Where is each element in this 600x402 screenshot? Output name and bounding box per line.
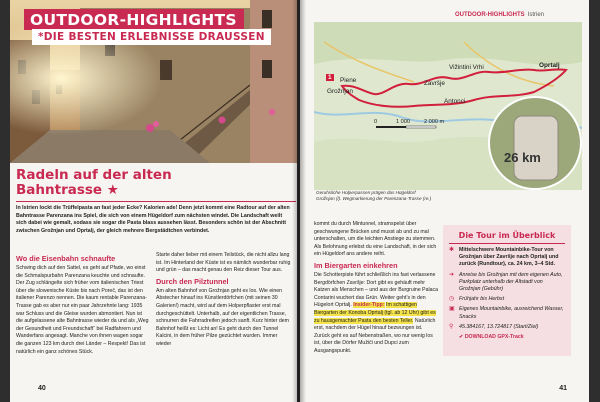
tour-equipment-info: ▣ Eigenes Mountainbike, ausreichend Wasser, Snacks [449,306,564,320]
map-label-oprtalj: Oprtalj [539,62,560,69]
village-photo [10,0,297,163]
tour-season-info: ◷ Frühjahr bis Herbst [449,296,505,303]
article-title [16,168,186,198]
book-gutter [292,0,306,402]
route-map [314,22,582,190]
section-heading-pilztunnel: Durch den Pilztunnel [156,276,229,286]
section-text-eisenbahn: Schwing dich auf den Sattel, es geht auf Pfade, wo einst die Schmalspurbahn Parenzana keuchte und schnaufte. Der Zug schlängelte sich früher vom italienischen Triest über die slowenische Küste bis nach Poreč, das ist den italiener Parenzo nennen. Die kaum rentable Parenzana-Trasse gab es aber nur ein paar Jahrzehnte lang: 1935 war Schluss und die Gleise wurden abmontiert. Nun ist die aufgelassene alte Bahntrasse wieder da und als „Weg der Gesundheit und Freundschaft“ bei Radfahrern und Wanderfans angesagt. Manche von ihnen wagen sogar die ganzen 123 km durch drei Länder – Respekt! Das ist natürlich ein ganz schönes Stück. [16,265,149,355]
map-label-antonci: Antonci [444,98,466,105]
tour-main-info: ✱ Mittelschwere Mountainbike-Tour von Grožnjan über Završje nach Oprtalj und zurück (Rundtour), ca. 24 km, 3–4 Std. [449,247,559,268]
tour-gps-info: ⚲ 45.384167, 13.724817 (Start/Ziel) [449,323,539,330]
tour-box-title: Die Tour im Überblick [449,231,565,244]
right-page-column-1 [314,221,439,356]
section-text-pilztunnel: Am alten Bahnhof von Grožnjan geht es los. Wie einen Abstecher hinauf ins Künstlerdörfchen (mit seinen 30 Galerien!) macht, wird auf dem Holperpflaster erst mal durchgeschüttelt. Unterhalb, auf der eigentlichen Trasse, schnurren die Fahrradreifen jedoch sanft. Kurz hinter dem Bahnhof heißt es: Licht an! Es geht durch den Tunnel Kalcini, in dem früher Pilze gezüchtet wurden. Immer wieder [156,287,289,347]
section-heading-biergarten: Im Biergarten einkehren [314,260,398,270]
article-intro: In Istrien lockt die Trüffelpasta an fast jeder Ecke? Kalorien ade! Denn jetzt kommt eine Radtour auf der alten Bahntrasse Parenzana ins Spiel, die sich von einem Hügeldorf zum nächsten windet. Die Landschaft weilt sich dabei wie gemalt, sodass sie sogar die Pasta blass aussehen lässt. Besonders schön ist der Abschnitt zwischen Grožnjan und Oprtalj, der gleich mehrere Bergstädtchen verbindet. [16,205,290,234]
car-icon: ➜ [449,271,455,278]
page-number-right: 41 [559,385,567,392]
map-label-piene: Piene [340,77,357,84]
column-text-continued: kommt du durch Mintunnel, stramspelst über geschwungene Brücken und musst ab und zu mal unterschalten, um die leichten Anstiege zu stemmen. Als Belohnung erlebst du eine Landschaft, in der sich ein Hügeldorf ans andere reiht. [314,221,437,258]
running-header [455,12,544,18]
tour-overview-box [443,225,571,356]
right-page [300,0,589,402]
scale-2000: 2 000 m [424,119,445,125]
map-label-zavrsje: Završje [424,80,445,87]
location-pin-icon: ⚲ [449,323,454,330]
scale-1000: 1 000 [396,119,410,125]
calendar-icon: ◷ [449,296,455,303]
star-icon: ★ [106,182,119,198]
section-text-biergarten [314,272,439,356]
map-caption: Geruhsliche Holperpassen prägen das Hügeldorf Grožnjan (l). Wegmarkierung der Parenzana-Trasse (re.) [316,190,432,202]
title-divider [16,201,296,202]
milestone-marker: 26 km [504,150,541,165]
insider-tip-label: Insider-Tipp: [353,302,385,309]
page-number-left: 40 [38,385,46,392]
download-icon: ✔ [459,334,464,341]
left-page [10,0,297,402]
scale-zero: 0 [374,119,378,125]
left-page-column-1 [16,252,150,356]
map-label-groznjan: Grožnjan [327,88,353,95]
highlights-title: OUTDOOR-HIGHLIGHTS [24,9,244,30]
running-header-region: Istrien [527,12,545,18]
map-label-vizintini: Vižintini Vrhi [449,64,484,71]
highlights-subtitle: *DIE BESTEN ERLEBNISSE DRAUSSEN [32,29,271,45]
left-page-column-2 [156,252,294,349]
section-text-post: Natürlich erst, nachdem der Hügel hinauf bezwungen ist. Zurück geht es auf Nebenstraßen, wo nur wenig los ist, über die Dörfer Mužiči und Dupci zum Ausgangspunkt. [314,317,436,354]
section-text-pre: Die Schotterpiste führt schließlich ins fast verlassene Bergdörfchen Završje: Dort gibt es gehäuft mehr Katzen als Menschen – und aus der Burgruine Palaca Contarini wuchert das Grün. Weiter geht's in den Hügelort Oprtalj. [314,271,439,309]
bike-icon: ✱ [449,247,455,253]
article-title-text: Radeln auf der alten Bahntrasse [16,167,172,198]
column-text-start: Starte daher lieber mit einem Teilstück, die nicht allzu lang ist. Im Hinterland der Küste ist es nämlich wunderbar ruhig und grün – das macht genau den Reiz dieser Tour aus. [156,252,291,274]
section-heading-eisenbahn: Wo die Eisenbahn schnaufte [16,254,116,263]
running-header-title: OUTDOOR-HIGHLIGHTS [455,12,525,18]
tour-parking-info: ➜ Anreise bis Grožnjan mit dem eigenen Auto, Parkplatz unterhalb der Altstadt von Grožnjan (Gebühr) [449,271,563,293]
download-gpx-link[interactable]: ✔ DOWNLOAD GPX-Track [459,334,524,341]
start-badge: 1 [328,74,332,81]
backpack-icon: ▣ [449,306,455,313]
insider-tip-text: Im schattigen Biergarten der Konoba Oprtalj (tgl. ab 12 Uhr) gibt es zu hausgemachter Pasta den besten Teller. [314,302,436,324]
